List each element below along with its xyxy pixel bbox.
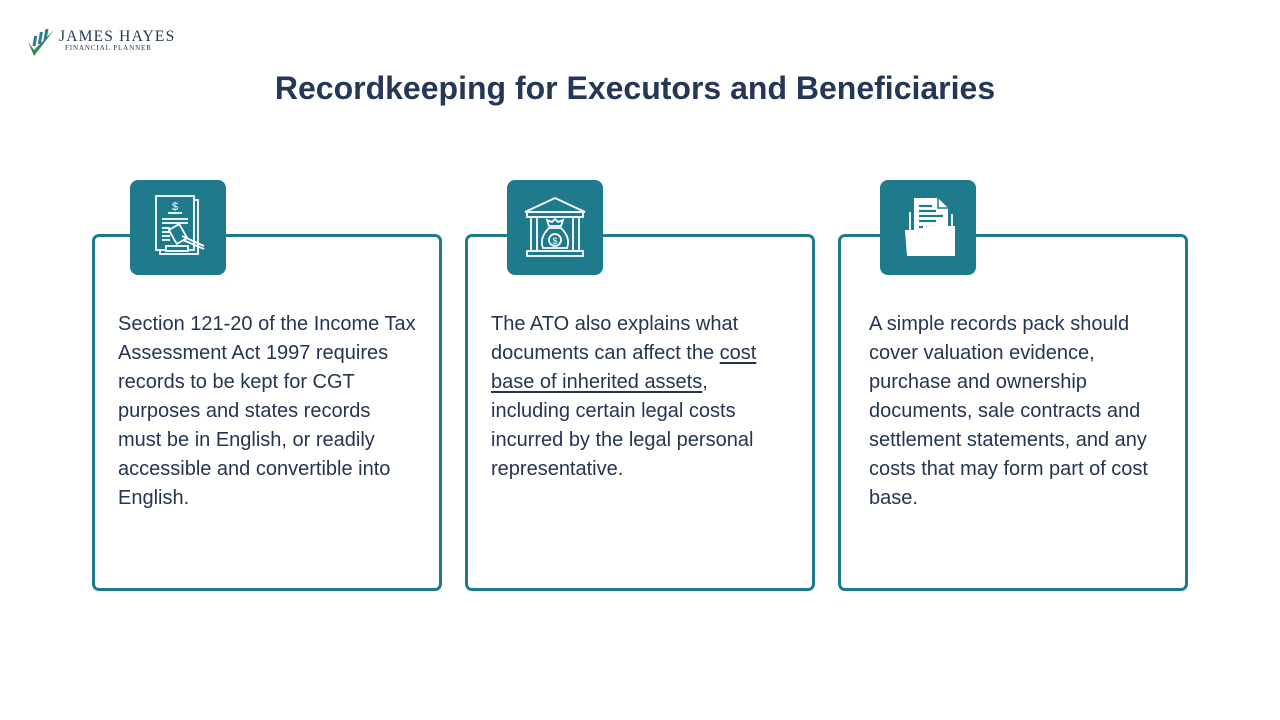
card-1-icon-box xyxy=(130,180,226,275)
folder-document-icon xyxy=(892,192,964,264)
card-3-icon-box xyxy=(880,180,976,275)
card-2-text-before: The ATO also explains what documents can affect the xyxy=(491,313,739,364)
card-2-icon-box xyxy=(507,180,603,275)
brand-subtitle: FINANCIAL PLANNER xyxy=(65,44,152,52)
info-card-2 xyxy=(465,234,815,591)
info-card-1 xyxy=(92,234,442,591)
brand-logo xyxy=(27,26,175,58)
card-2-text-after: , including certain legal costs incurred by the legal personal representative. xyxy=(491,371,754,480)
checkmark-bars-logo-icon xyxy=(27,26,57,58)
card-2-text xyxy=(491,310,791,484)
brand-name: JAMES HAYES xyxy=(59,28,176,45)
info-card-3 xyxy=(838,234,1188,591)
bank-money-bag-icon xyxy=(519,192,591,264)
page-title: Recordkeeping for Executors and Beneficiaries xyxy=(274,70,996,106)
card-1-text: Section 121-20 of the Income Tax Assessment Act 1997 requires records to be kept for CGT purposes and states records must be in English, or readily accessible and convertible into English. xyxy=(118,313,416,509)
card-3-text: A simple records pack should cover valuation evidence, purchase and ownership documents, sale contracts and settlement statements, and any costs that may form part of cost base. xyxy=(869,313,1148,509)
svg-text:$: $ xyxy=(552,235,558,246)
cost-base-link[interactable]: cost base of inherited assets xyxy=(491,342,757,393)
svg-text:$: $ xyxy=(171,200,179,213)
legal-document-gavel-icon xyxy=(142,192,214,264)
